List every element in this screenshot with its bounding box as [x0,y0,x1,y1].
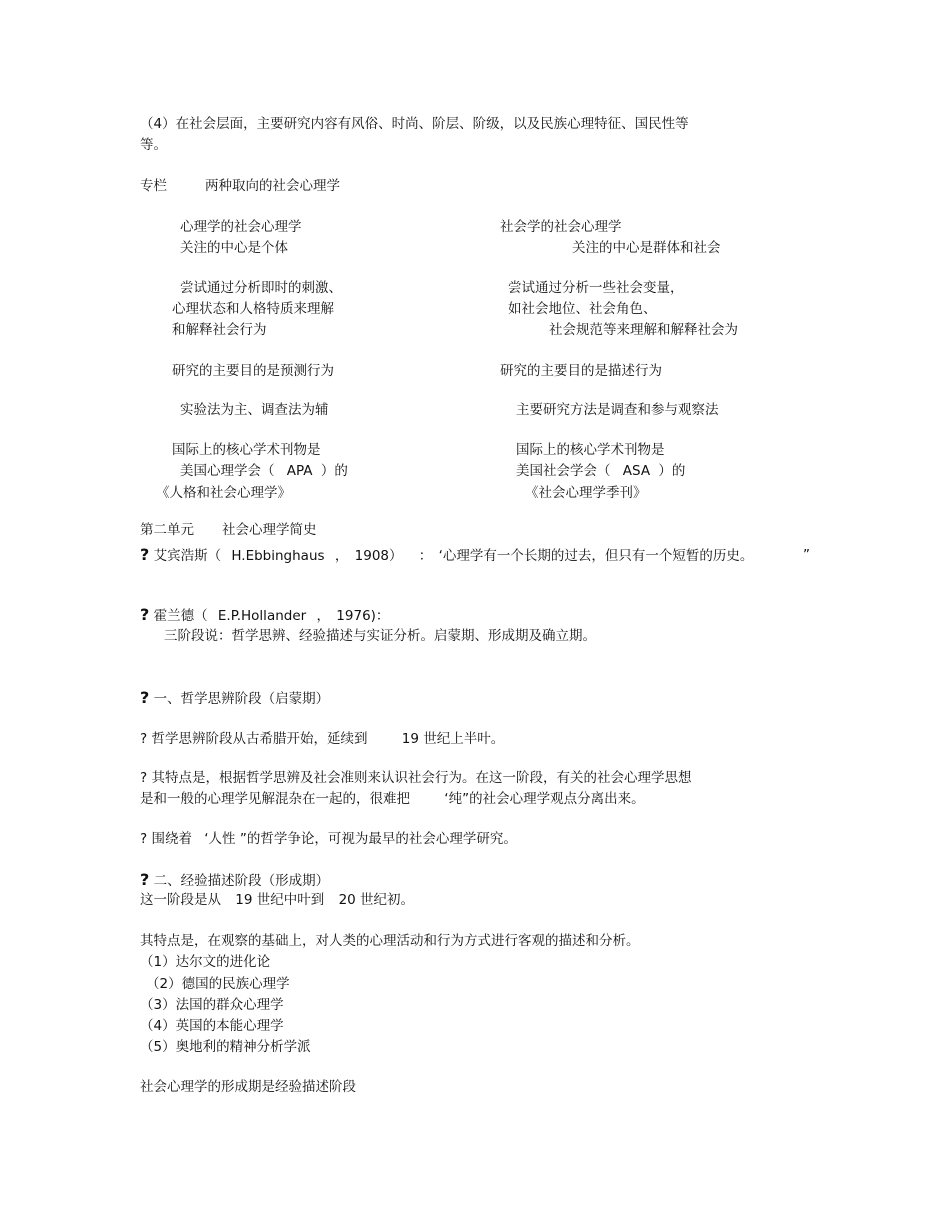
stage2-heading [140,871,329,890]
left-method-1: 尝试通过分析即时的刺激、 [180,280,342,296]
left-heading: 心理学的社会心理学 [180,219,302,235]
left-journal-1: 国际上的核心学术刊物是 [172,442,321,458]
stage2-item-1: （1）达尔文的进化论 [140,954,271,970]
unit2-label: 第二单元 [140,522,194,538]
bullet-mark: ? [140,770,148,786]
left-journal-3: 《人格和社会心理学》 [156,485,291,501]
column-title: 两种取向的社会心理学 [205,178,340,194]
left-journal-2-pre: 美国心理学会（ [180,463,275,479]
stage1-p2-text: 其特点是，根据哲学思辨及社会准则来认识社会行为。在这一阶段，有关的社会心理学思想 [151,770,692,786]
right-journal-2-abbr: ASA [622,463,651,479]
left-approach: 实验法为主、调查法为辅 [180,402,329,418]
left-method-3: 和解释社会行为 [172,322,267,338]
right-heading: 社会学的社会心理学 [500,219,622,235]
stage2-item-3: （3）法国的群众心理学 [140,997,284,1013]
stage2-period-pre: 这一阶段是从 [140,892,221,908]
left-method-2: 心理状态和人格特质来理解 [172,301,334,317]
stage1-p1-text: 哲学思辨阶段从古希腊开始，延续到 [151,731,368,747]
left-journal-2-abbr: APA [286,463,313,479]
stage2-heading-text: 二、经验描述阶段（形成期） [153,873,330,889]
stage2-period-a: 19 世纪中叶到 [235,892,325,908]
stage1-p2-line2-pre: 是和一般的心理学见解混杂在一起的，很难把 [140,791,410,807]
stage2-item-4: （4）英国的本能心理学 [140,1018,284,1034]
stage1-p1-num: 19 世纪上半叶。 [401,731,505,747]
stage2-item-2: （2）德国的民族心理学 [146,976,290,992]
stage2-conclusion: 社会心理学的形成期是经验描述阶段 [140,1079,356,1095]
stage1-heading [140,689,329,708]
hollander-desc: 三阶段说：哲学思辨、经验描述与实证分析。启蒙期、形成期及确立期。 [164,628,596,644]
left-focus: 关注的中心是个体 [180,240,288,256]
stage1-p1 [140,730,504,748]
left-journal-2-post: ）的 [320,463,348,479]
right-method-1: 尝试通过分析一些社会变量， [508,280,684,296]
ebbinghaus-latin: H.Ebbinghaus [231,548,325,564]
right-focus: 关注的中心是群体和社会 [572,240,721,256]
stage2-feature: 其特点是，在观察的基础上，对人类的心理活动和行为方式进行客观的描述和分析。 [140,933,640,949]
hollander-year: 1976)： [336,608,390,624]
hollander-name: 霍兰德（ [153,608,208,624]
intro-line-1: （4）在社会层面，主要研究内容有风俗、时尚、阶层、阶级，以及民族心理特征、国民性等 [140,116,689,132]
right-journal-2 [516,462,685,480]
stage2-item-5: （5）奥地利的精神分析学派 [140,1039,311,1055]
stage1-p2-line2-post: ‘纯”的社会心理学观点分离出来。 [444,791,645,807]
left-goal: 研究的主要目的是预测行为 [172,363,334,379]
right-approach: 主要研究方法是调查和参与观察法 [516,402,719,418]
ebbinghaus-close-quote: ” [803,547,810,563]
ebbinghaus-name: 艾宾浩斯（ [153,548,222,564]
right-method-2: 如社会地位、社会角色、 [508,301,657,317]
right-journal-3: 《社会心理学季刊》 [525,485,647,501]
stage1-p2-line-1 [140,769,691,787]
bullet-mark: ? [140,731,148,747]
stage2-period-b: 20 世纪初。 [338,892,415,908]
ebbinghaus-line [140,546,753,565]
unit2-title: 社会心理学简史 [222,522,317,538]
hollander-comma: ， [316,608,330,624]
hollander-line [140,606,389,625]
intro-line-2: 等。 [140,137,167,153]
right-goal: 研究的主要目的是描述行为 [500,363,662,379]
ebbinghaus-year: 1908） [354,548,403,564]
right-method-3: 社会规范等来理解和解释社会为 [549,322,738,338]
bullet-mark: ? [140,545,150,564]
bullet-mark: ? [140,688,150,707]
right-journal-2-post: ）的 [658,463,686,479]
stage1-heading-text: 一、哲学思辨阶段（启蒙期） [153,691,330,707]
bullet-mark: ? [140,605,150,624]
hollander-latin: E.P.Hollander [217,608,307,624]
ebbinghaus-colon: ： [418,548,433,564]
stage1-p3-post: ‘人性 ”的哲学争论，可视为最早的社会心理学研究。 [204,831,517,847]
stage1-p2-line-2 [140,790,645,808]
right-journal-2-pre: 美国社会学会（ [516,463,611,479]
stage2-period [140,891,414,909]
ebbinghaus-quote: ‘心理学有一个长期的过去，但只有一个短暂的历史。 [438,548,754,564]
bullet-mark: ? [140,831,148,847]
column-label: 专栏 [140,178,167,194]
bullet-mark: ? [140,870,150,889]
right-journal-1: 国际上的核心学术刊物是 [516,442,665,458]
left-journal-2 [180,462,348,480]
stage1-p3-pre: 围绕着 [151,831,192,847]
stage1-p3 [140,830,517,848]
ebbinghaus-comma: ， [334,548,349,564]
